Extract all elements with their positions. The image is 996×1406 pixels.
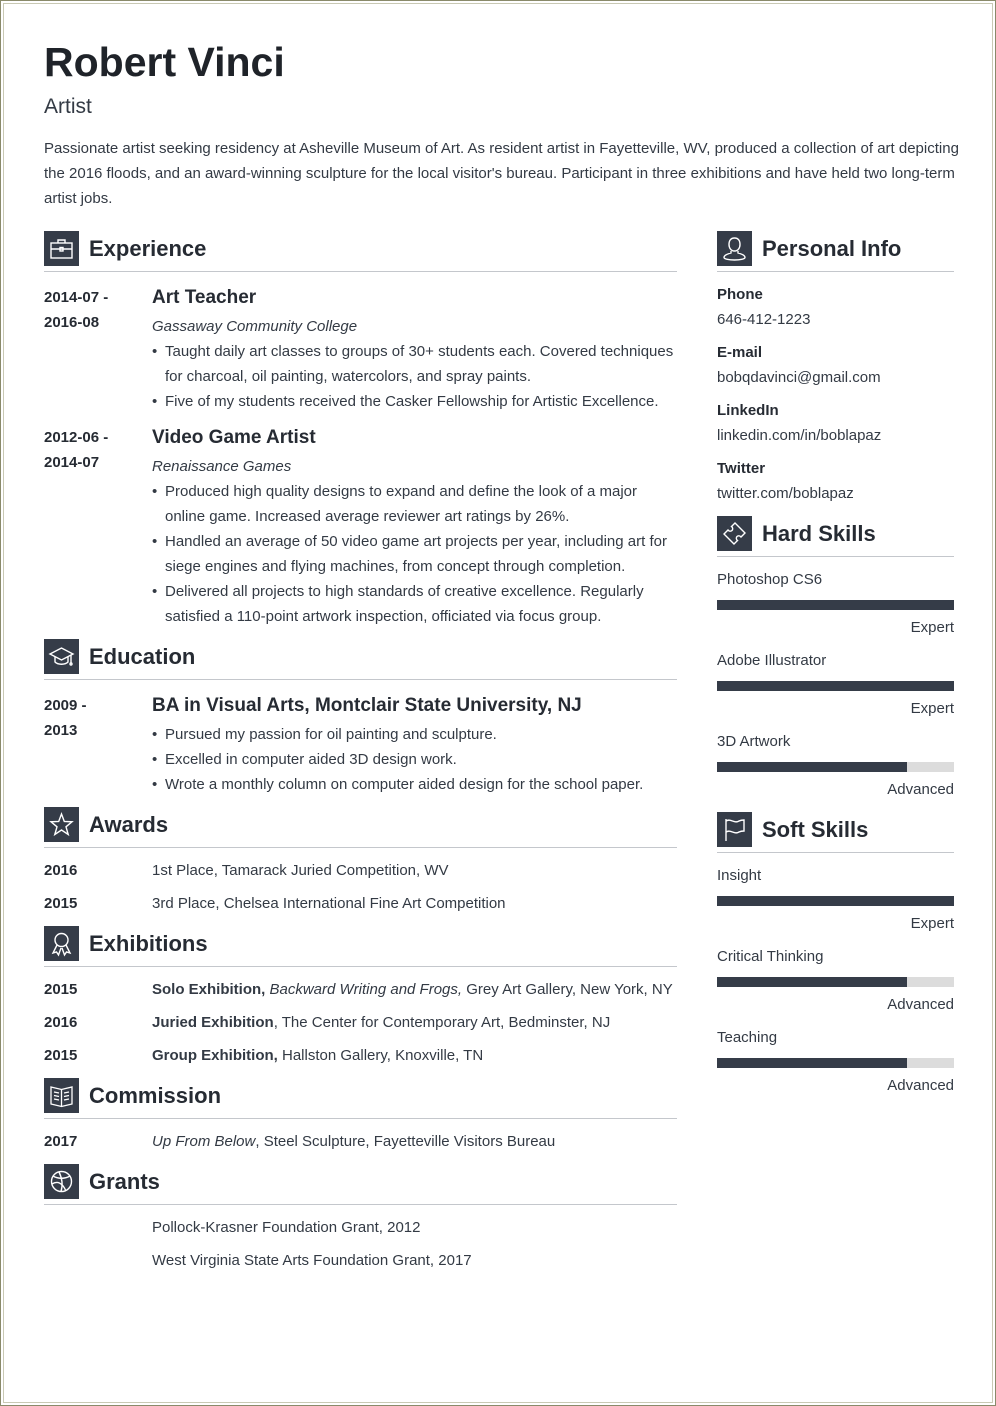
education-header	[44, 639, 677, 680]
education-title: Education	[89, 644, 196, 669]
list-item: • Five of my students received the Casker Fellowship for Artistic Excellence.	[152, 389, 677, 414]
exhibition1-text: Solo Exhibition, Backward Writing and Frogs, Grey Art Gallery, New York, NY	[152, 981, 673, 998]
education-date: 2009 - 2013	[44, 697, 87, 739]
globe-icon	[44, 1164, 79, 1199]
personal-info-title: Personal Info	[762, 236, 902, 261]
education-bullets	[152, 722, 677, 797]
grant2-text: West Virginia State Arts Foundation Grant, 2017	[152, 1252, 472, 1269]
email-value[interactable]: bobqdavinci@gmail.com	[717, 369, 881, 386]
linkedin-label: LinkedIn	[717, 402, 779, 419]
job1-org: Gassaway Community College	[152, 318, 358, 335]
job2-date: 2012-06 - 2014-07	[44, 429, 109, 471]
soft-skill-2-bar	[717, 977, 954, 987]
graduation-cap-icon	[44, 639, 79, 674]
soft-skills-header	[717, 812, 954, 853]
experience-title: Experience	[89, 236, 207, 261]
grant1-text: Pollock-Krasner Foundation Grant, 2012	[152, 1219, 421, 1236]
twitter-label: Twitter	[717, 460, 766, 477]
soft-skill-1-name: Insight	[717, 867, 762, 884]
award1-year: 2016	[44, 862, 78, 879]
grants-title: Grants	[89, 1169, 160, 1194]
soft-skill-2-level: Advanced	[887, 996, 954, 1013]
soft-skill-3-bar	[717, 1058, 954, 1068]
soft-skill-1-level: Expert	[910, 915, 954, 932]
hard-skill-1-name: Photoshop CS6	[717, 571, 823, 588]
job2-org: Renaissance Games	[152, 458, 292, 475]
grants-header	[44, 1164, 677, 1205]
job1-title: Art Teacher	[152, 287, 257, 308]
commission-year: 2017	[44, 1133, 78, 1150]
exhibition2-text: Juried Exhibition, The Center for Contemporary Art, Bedminster, NJ	[152, 1014, 611, 1031]
hard-skill-3-name: 3D Artwork	[717, 733, 791, 750]
job1-date: 2014-07 - 2016-08	[44, 289, 109, 331]
experience-header	[44, 231, 677, 272]
awards-title: Awards	[89, 812, 169, 837]
award2-year: 2015	[44, 895, 78, 912]
soft-skill-1-bar	[717, 896, 954, 906]
hard-skill-2-bar	[717, 681, 954, 691]
open-book-icon	[44, 1078, 79, 1113]
profile-summary: Passionate artist seeking residency at Asheville Museum of Art. As resident artist in Fayetteville, WV, produced a collection of art depicting the 2016 floods, and an award-winning sculpture for the local visitor's bureau. Participant in three exhibitions and have held two long-term artist jobs.	[44, 140, 959, 207]
hard-skills-header	[717, 516, 954, 557]
education-degree: BA in Visual Arts, Montclair State University, NJ	[152, 695, 582, 716]
phone-label: Phone	[717, 286, 763, 303]
job1-bullets	[152, 339, 677, 414]
list-item: • Taught daily art classes to groups of 30+ students each. Covered techniques for charcoal, oil painting, watercolors, and spray paints.	[152, 339, 677, 389]
list-item: • Delivered all projects to high standards of creative excellence. Regularly satisfied a 110-point artwork inspection, officiated via focus group.	[152, 579, 677, 629]
user-icon	[717, 231, 752, 266]
soft-skills-title: Soft Skills	[762, 817, 869, 842]
twitter-value[interactable]: twitter.com/boblapaz	[717, 485, 854, 502]
commission-text: Up From Below, Steel Sculpture, Fayetteville Visitors Bureau	[152, 1133, 556, 1150]
job2-title: Video Game Artist	[152, 427, 316, 448]
star-icon	[44, 807, 79, 842]
exhibitions-header	[44, 926, 677, 967]
awards-header	[44, 807, 677, 848]
job-title-headline: Artist	[44, 95, 92, 118]
linkedin-value[interactable]: linkedin.com/in/boblapaz	[717, 427, 882, 444]
list-item: • Wrote a monthly column on computer aided design for the school paper.	[152, 772, 677, 797]
commission-title: Commission	[89, 1083, 222, 1108]
award2-text: 3rd Place, Chelsea International Fine Art Competition	[152, 895, 506, 912]
hard-skill-1-bar	[717, 600, 954, 610]
hard-skills-title: Hard Skills	[762, 521, 876, 546]
hard-skill-2-name: Adobe Illustrator	[717, 652, 827, 669]
hard-skill-1-level: Expert	[910, 619, 954, 636]
personal-info-header	[717, 231, 954, 272]
award-ribbon-icon	[44, 926, 79, 961]
hard-skill-2-level: Expert	[910, 700, 954, 717]
list-item: • Excelled in computer aided 3D design work.	[152, 747, 677, 772]
soft-skill-2-name: Critical Thinking	[717, 948, 824, 965]
soft-skill-3-name: Teaching	[717, 1029, 778, 1046]
hard-skill-3-bar	[717, 762, 954, 772]
exhibition1-year: 2015	[44, 981, 78, 998]
award1-text: 1st Place, Tamarack Juried Competition, WV	[152, 862, 449, 879]
exhibition3-text: Group Exhibition, Hallston Gallery, Knoxville, TN	[152, 1047, 484, 1064]
flag-icon	[717, 812, 752, 847]
candidate-name: Robert Vinci	[44, 39, 285, 85]
exhibition3-year: 2015	[44, 1047, 78, 1064]
phone-value: 646-412-1223	[717, 311, 811, 328]
commission-header	[44, 1078, 677, 1119]
list-item: • Handled an average of 50 video game art projects per year, including art for siege engines and flying machines, from concept through completion.	[152, 529, 677, 579]
job2-bullets	[152, 479, 677, 629]
briefcase-icon	[44, 231, 79, 266]
list-item: • Produced high quality designs to expand and define the look of a major online game. Increased average reviewer art ratings by 26%.	[152, 479, 677, 529]
hard-skill-3-level: Advanced	[887, 781, 954, 798]
email-label: E-mail	[717, 344, 763, 361]
list-item: • Pursued my passion for oil painting and sculpture.	[152, 722, 677, 747]
exhibition2-year: 2016	[44, 1014, 78, 1031]
exhibitions-title: Exhibitions	[89, 931, 208, 956]
soft-skill-3-level: Advanced	[887, 1077, 954, 1094]
puzzle-piece-icon	[717, 516, 752, 551]
